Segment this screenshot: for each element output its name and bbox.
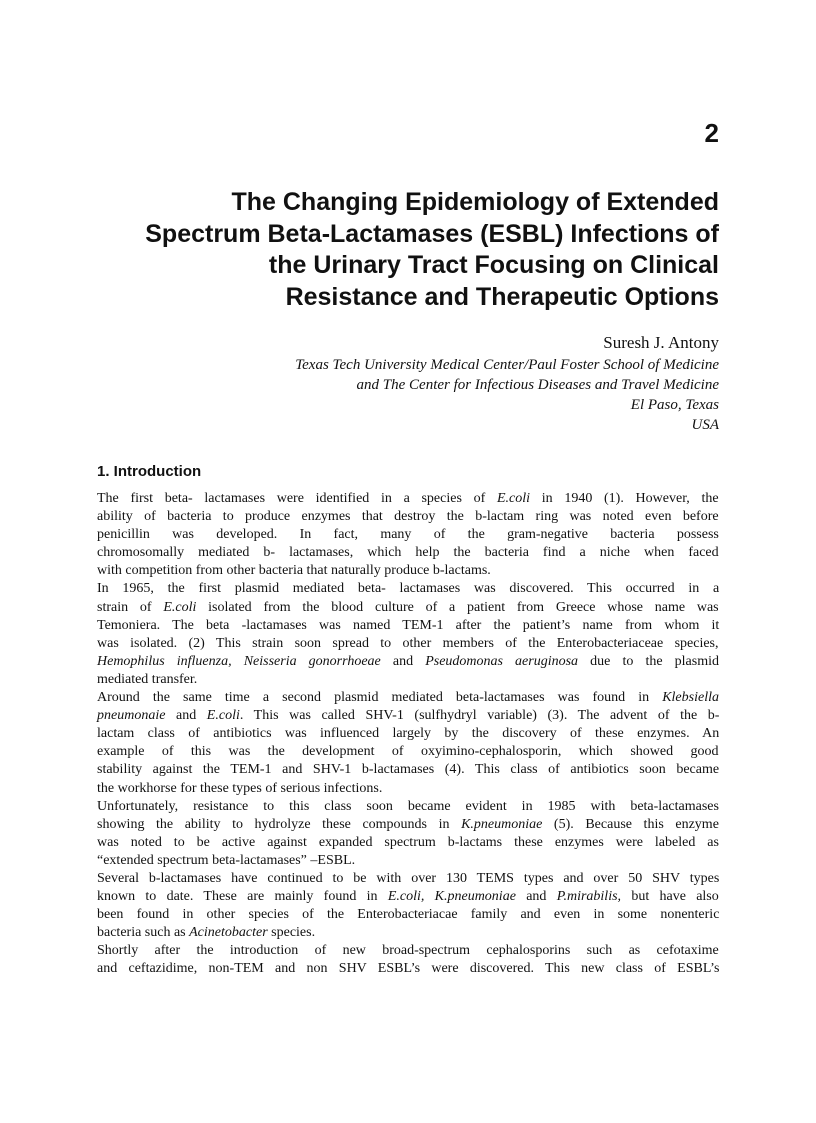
affiliation-line: Texas Tech University Medical Center/Paul Foster School of Medicine — [295, 357, 719, 373]
body-line — [97, 580, 719, 598]
text-run: bacteria such as — [97, 925, 190, 941]
body-line — [97, 834, 719, 852]
body-text — [97, 490, 719, 979]
italic-term: E.coli — [163, 599, 197, 615]
body-line — [97, 653, 719, 671]
text-run: Unfortunately, resistance to this class soon became evident in 1985 with beta-lactamases — [97, 798, 719, 814]
text-run: chromosomally mediated b- lactamases, which help the bacteria find a niche when faced — [97, 545, 719, 561]
italic-term: E.coli — [496, 491, 531, 506]
italic-term: Pseudomonas aeruginosa — [425, 653, 579, 669]
text-run: Shortly after the introduction of new broad-spectrum cephalosporins such as cefotaxime — [97, 943, 719, 959]
text-run: known to date. These are mainly found in — [97, 889, 388, 905]
body-line — [97, 942, 719, 960]
body-line — [97, 617, 719, 635]
text-run: species. — [267, 925, 316, 941]
body-line — [97, 562, 719, 580]
italic-term: Hemophilus influenza, Neisseria gonorrhoeae — [97, 653, 381, 669]
italic-term: P.mirabilis, — [556, 889, 622, 905]
body-line — [97, 707, 719, 725]
body-line — [97, 635, 719, 653]
title-line: Spectrum Beta-Lactamases (ESBL) Infections of — [145, 219, 719, 248]
text-run: mediated transfer. — [97, 671, 198, 687]
text-run: In 1965, the first plasmid mediated beta- lactamases was discovered. This occurred in a — [97, 581, 720, 597]
title-line: the Urinary Tract Focusing on Clinical — [268, 251, 719, 279]
text-run: was isolated. (2) This strain soon spread to other members of the Enterobacteriaceae species, — [97, 635, 719, 651]
text-run: strain of — [97, 599, 164, 615]
title-line: The Changing Epidemiology of Extended — [231, 188, 719, 216]
text-run: and — [380, 653, 426, 669]
affiliation-line: and The Center for Infectious Diseases and Travel Medicine — [356, 377, 719, 393]
text-run: showing the ability to hydrolyze these compounds in — [97, 816, 462, 832]
body-line — [97, 888, 719, 906]
text-run: isolated from the blood culture of a patient from Greece whose name was — [196, 599, 719, 615]
body-line — [97, 490, 719, 508]
text-run: but have also — [621, 889, 719, 905]
body-line — [97, 599, 719, 617]
text-run: Several b-lactamases have continued to be with over 130 TEMS types and over 50 SHV types — [97, 870, 720, 886]
italic-term: E.coli — [206, 708, 240, 724]
body-line — [97, 780, 719, 798]
body-line — [97, 526, 719, 544]
body-line — [97, 960, 719, 978]
text-run: and ceftazidime, non-TEM and non SHV ESBL’s were discovered. This new class of ESBL’s — [97, 961, 720, 977]
italic-term: K.pneumoniae — [461, 816, 543, 832]
author-block — [200, 331, 719, 435]
body-line — [97, 798, 719, 816]
text-run: in 1940 (1). However, the — [530, 491, 719, 506]
text-run: ability of bacteria to produce enzymes that destroy the b-lactam ring was noted even before — [97, 509, 719, 525]
author-name: Suresh J. Antony — [603, 333, 719, 352]
section-heading: 1. Introduction — [97, 463, 202, 480]
text-run: stability against the TEM-1 and SHV-1 b-lactamases (4). This class of antibiotics soon became — [97, 762, 720, 778]
chapter-title — [90, 187, 719, 313]
text-run: Temoniera. The beta -lactamases was named TEM-1 after the patient’s name from whom it — [97, 617, 720, 633]
body-line — [97, 852, 719, 870]
italic-term: Acinetobacter — [189, 925, 268, 941]
text-run: and — [165, 708, 207, 724]
body-line — [97, 544, 719, 562]
text-run: The first beta- lactamases were identified in a species of — [97, 491, 497, 506]
body-line — [97, 743, 719, 761]
italic-term: Klebsiella — [662, 690, 719, 706]
body-line — [97, 906, 719, 924]
text-run: and — [515, 889, 557, 905]
text-run: penicillin was developed. In fact, many of the gram-negative bacteria possess — [97, 527, 719, 543]
italic-term: E.coli, K.pneumoniae — [387, 889, 516, 905]
text-run: (5). Because this enzyme — [542, 816, 719, 832]
text-run: “extended spectrum beta-lactamases” –ESBL. — [97, 852, 356, 868]
body-line — [97, 508, 719, 526]
body-line — [97, 924, 719, 942]
italic-term: pneumonaie — [97, 708, 166, 724]
text-run: example of this was the development of oxyimino-cephalosporin, which showed good — [97, 744, 719, 760]
affiliation-line: El Paso, Texas — [630, 397, 719, 413]
body-line — [97, 689, 719, 707]
body-line — [97, 761, 719, 779]
body-line — [97, 725, 719, 743]
text-run: the workhorse for these types of serious infections. — [97, 780, 383, 796]
body-line — [97, 816, 719, 834]
body-line — [97, 870, 719, 888]
chapter-number: 2 — [704, 118, 719, 148]
text-run: Around the same time a second plasmid mediated beta-lactamases was found in — [97, 690, 663, 706]
title-line: Resistance and Therapeutic Options — [285, 282, 719, 311]
text-run: lactam class of antibiotics was influenced largely by the discovery of these enzymes. An — [97, 726, 720, 742]
text-run: . This was called SHV-1 (sulfhydryl variable) (3). The advent of the b- — [239, 708, 720, 724]
affiliation-line: USA — [691, 417, 719, 433]
body-line — [97, 671, 719, 689]
text-run: due to the plasmid — [578, 653, 720, 669]
text-run: was noted to be active against expanded spectrum b-lactams these enzymes were labeled as — [97, 834, 719, 850]
text-run: been found in other species of the Enterobacteriacae family and even in some nonenteric — [97, 907, 720, 923]
text-run: with competition from other bacteria that naturally produce b-lactams. — [97, 563, 491, 579]
